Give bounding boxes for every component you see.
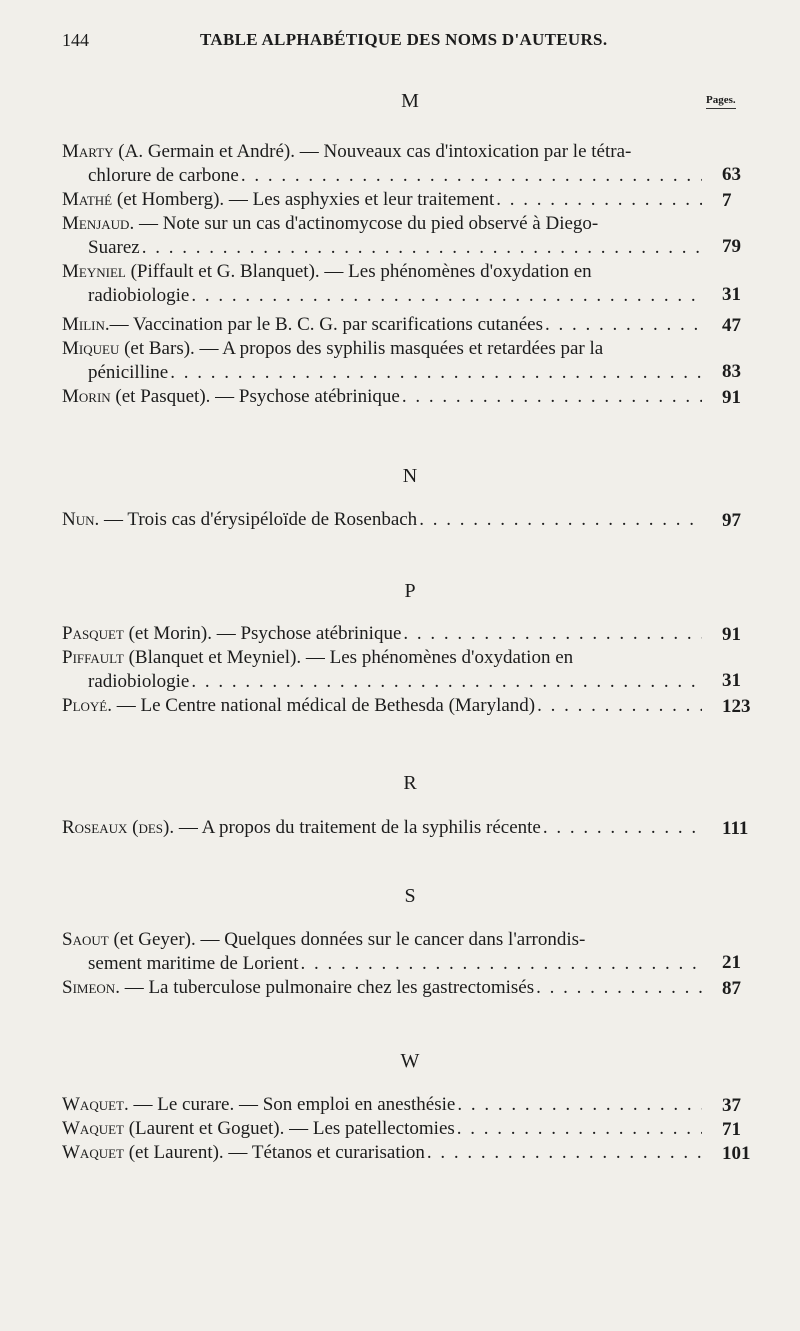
entry-title-continuation: sement maritime de Lorient [88,953,299,974]
index-entry [62,1141,702,1165]
pages-column-label: Pages. [706,93,736,109]
dot-leader [403,622,702,646]
entry-title: . — Trois cas d'érysipéloïde de Rosenbach [94,509,418,530]
dot-leader [241,164,702,188]
dot-leader [170,361,702,385]
page-reference: 111 [722,818,749,839]
page-number: 144 [62,30,89,50]
page-reference: 91 [722,387,741,408]
page-reference: 83 [722,361,741,382]
dot-leader [427,1141,702,1165]
page-reference: 91 [722,624,741,645]
dot-leader [457,1117,702,1141]
dot-leader [301,952,702,976]
entry-title-continuation: Suarez [88,237,140,258]
author-name: Waquet [62,1094,124,1115]
index-entry [62,816,702,840]
author-name: Menjaud [62,213,130,234]
entry-title-continuation: radiobiologie [88,285,190,306]
dot-leader [419,508,702,532]
author-name: Milin [62,314,105,335]
entry-title: (A. Germain et André). — Nouveaux cas d'intoxication par le tétra- [113,141,632,162]
section-letter: S [404,885,416,907]
entry-title: (Piffault et G. Blanquet). — Les phénomènes d'oxydation en [125,261,592,282]
page-reference: 7 [722,190,732,211]
page-reference: 101 [722,1143,751,1164]
dot-leader [536,976,702,1000]
author-name: Roseaux (des) [62,817,170,838]
entry-title: . — Le curare. — Son emploi en anesthésie [123,1094,456,1115]
author-name: Piffault [62,647,124,668]
author-name: Mathé [62,189,113,210]
entry-title: (et Bars). — A propos des syphilis masquées et retardées par la [119,338,604,359]
author-name: Pasquet [62,623,124,644]
entry-title: (et Morin). — Psychose atébrinique [123,623,402,644]
entry-title: . — Le Centre national médical de Bethesda (Maryland) [107,695,536,716]
page-reference: 71 [722,1119,741,1140]
author-name: Simeon [62,977,116,998]
author-name: Waquet [62,1142,124,1163]
entry-title: . — Note sur un cas d'actinomycose du pied observé à Diego- [129,213,599,234]
page-reference: 79 [722,236,741,257]
index-entry [62,212,702,260]
page-reference: 63 [722,164,741,185]
author-name: Ployé [62,695,108,716]
dot-leader [457,1093,702,1117]
author-name: Morin [62,386,111,407]
index-entry [62,260,702,308]
author-name: Waquet [62,1118,124,1139]
page-reference: 21 [722,952,741,973]
dot-leader [543,816,702,840]
page-header [62,30,662,56]
index-entry [62,313,702,337]
entry-title: (et Laurent). — Tétanos et curarisation [123,1142,425,1163]
index-entry [62,140,702,188]
page-reference: 37 [722,1095,741,1116]
entry-title: . — La tuberculose pulmonaire chez les gastrectomisés [115,977,535,998]
entry-title: . — A propos du traitement de la syphilis récente [169,817,541,838]
entry-title: (Blanquet et Meyniel). — Les phénomènes d'oxydation en [123,647,574,668]
page-reference: 31 [722,284,741,305]
dot-leader [545,313,702,337]
section-letter: M [401,90,419,112]
entry-title-continuation: radiobiologie [88,671,190,692]
index-entry [62,1117,702,1141]
author-name: Saout [62,929,109,950]
entry-title-continuation: pénicilline [88,362,169,383]
dot-leader [496,188,702,212]
index-entry [62,976,702,1000]
index-entry [62,646,702,694]
entry-title-continuation: chlorure de carbone [88,165,239,186]
section-letter: P [404,580,416,602]
page-reference: 87 [722,978,741,999]
section-letter: R [403,772,417,794]
author-name: Nun [62,509,95,530]
index-entry [62,694,702,718]
dot-leader [402,385,702,409]
author-name: Meyniel [62,261,126,282]
page-reference: 123 [722,696,751,717]
dot-leader [191,670,702,694]
index-entry [62,188,702,212]
index-entry [62,337,702,385]
author-name: Miqueu [62,338,120,359]
index-entry [62,622,702,646]
index-entry [62,928,702,976]
dot-leader [537,694,702,718]
entry-title: (Laurent et Goguet). — Les patellectomies [123,1118,455,1139]
dot-leader [142,236,702,260]
entry-title: (et Geyer). — Quelques données sur le cancer dans l'arrondis- [108,929,586,950]
page-reference: 47 [722,315,741,336]
section-letter: W [400,1050,420,1072]
running-title: TABLE ALPHABÉTIQUE DES NOMS D'AUTEURS. [200,30,608,49]
entry-title: .— Vaccination par le B. C. G. par scarifications cutanées [104,314,543,335]
index-entry [62,385,702,409]
index-entry [62,1093,702,1117]
index-entry [62,508,702,532]
page-reference: 97 [722,510,741,531]
page-reference: 31 [722,670,741,691]
entry-title: (et Homberg). — Les asphyxies et leur traitement [112,189,495,210]
entry-title: (et Pasquet). — Psychose atébrinique [110,386,400,407]
author-name: Marty [62,141,114,162]
section-letter: N [402,465,418,487]
dot-leader [191,284,702,308]
